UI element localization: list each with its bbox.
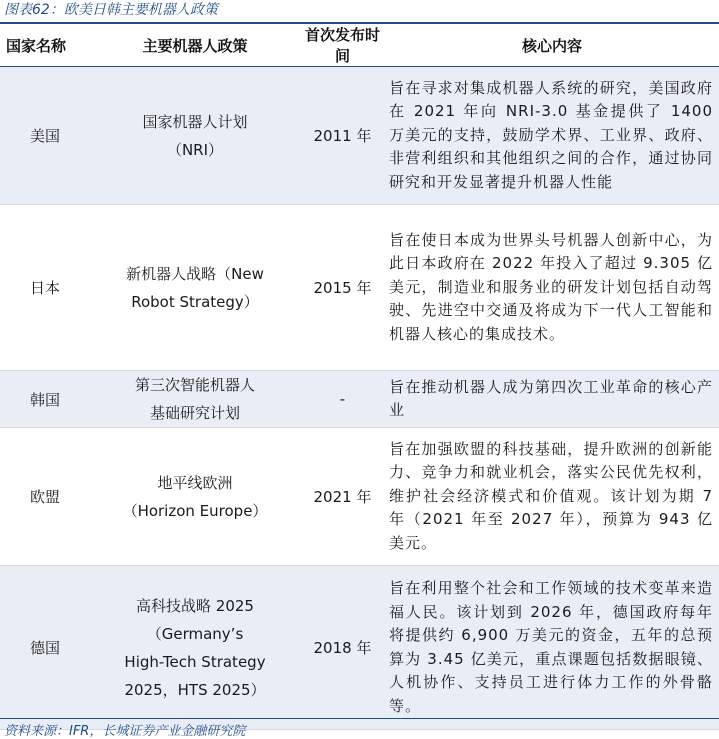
header-year: 首次发布时间 <box>300 24 385 67</box>
bottom-rule <box>0 718 719 719</box>
table-row <box>0 67 719 205</box>
header-content: 核心内容 <box>385 24 719 67</box>
policy-line: （NRI） <box>166 140 224 159</box>
year-cell: 2015 年 <box>300 205 385 371</box>
header-country: 国家名称 <box>0 24 90 67</box>
content-cell: 旨在利用整个社会和工作领域的技术变革来造福人民。该计划到 2026 年，德国政府每年将提供约 6,900 万美元的资金，五年的总预算为 3.45 亿美元，重点课题包括数据眼镜、人机协作、支持员工进行体力工作的外骨骼等。 <box>385 566 719 730</box>
content-cell: 旨在推动机器人成为第四次工业革命的核心产业 <box>385 371 719 428</box>
policy-cell <box>90 566 300 730</box>
table-row <box>0 205 719 371</box>
policy-line: High-Tech Strategy <box>124 652 266 671</box>
policy-cell <box>90 428 300 566</box>
policy-line: Robot Strategy） <box>131 292 259 311</box>
policy-line: 地平线欧洲 <box>157 473 233 492</box>
country-cell: 韩国 <box>0 371 90 428</box>
country-cell: 日本 <box>0 205 90 371</box>
policy-line: （Germany’s <box>146 624 244 643</box>
country-cell: 德国 <box>0 566 90 730</box>
policy-cell <box>90 67 300 205</box>
year-cell: 2018 年 <box>300 566 385 730</box>
policy-line: 新机器人战略（New <box>126 264 264 283</box>
policy-table <box>0 24 719 730</box>
year-cell: 2021 年 <box>300 428 385 566</box>
policy-cell <box>90 371 300 428</box>
table-row <box>0 566 719 730</box>
policy-line: （Horizon Europe） <box>122 501 268 520</box>
header-row <box>0 24 719 67</box>
table-row <box>0 371 719 428</box>
source-note: 资料来源：IFR，长城证券产业金融研究院 <box>4 724 246 739</box>
content-cell: 旨在寻求对集成机器人系统的研究，美国政府在 2021 年向 NRI-3.0 基金提供了 1400 万美元的支持，鼓励学术界、工业界、政府、非营利组织和其他组织之间的合作，通过协同研究和开发显著提升机器人性能 <box>385 67 719 205</box>
content-cell: 旨在加强欧盟的科技基础，提升欧洲的创新能力、竞争力和就业机会，落实公民优先权利，维护社会经济模式和价值观。该计划为期 7 年（2021 年至 2027 年），预算为 943 亿美元。 <box>385 428 719 566</box>
country-cell: 美国 <box>0 67 90 205</box>
policy-line: 高科技战略 2025 <box>136 596 254 615</box>
table-row <box>0 428 719 566</box>
policy-cell <box>90 205 300 371</box>
content-cell: 旨在使日本成为世界头号机器人创新中心，为此日本政府在 2022 年投入了超过 9.305 亿美元，制造业和服务业的研发计划包括自动驾驶、先进空中交通及将成为下一代人工智能和机器人核心的集成技术。 <box>385 205 719 371</box>
figure-title: 图表62：欧美日韩主要机器人政策 <box>4 2 218 18</box>
policy-line: 2025，HTS 2025） <box>124 680 266 699</box>
country-cell: 欧盟 <box>0 428 90 566</box>
policy-line: 第三次智能机器人 <box>134 376 255 394</box>
policy-line: 基础研究计划 <box>149 404 240 422</box>
policy-line: 国家机器人计划 <box>142 112 248 131</box>
year-cell: 2011 年 <box>300 67 385 205</box>
year-cell: - <box>300 371 385 428</box>
header-policy: 主要机器人政策 <box>90 24 300 67</box>
